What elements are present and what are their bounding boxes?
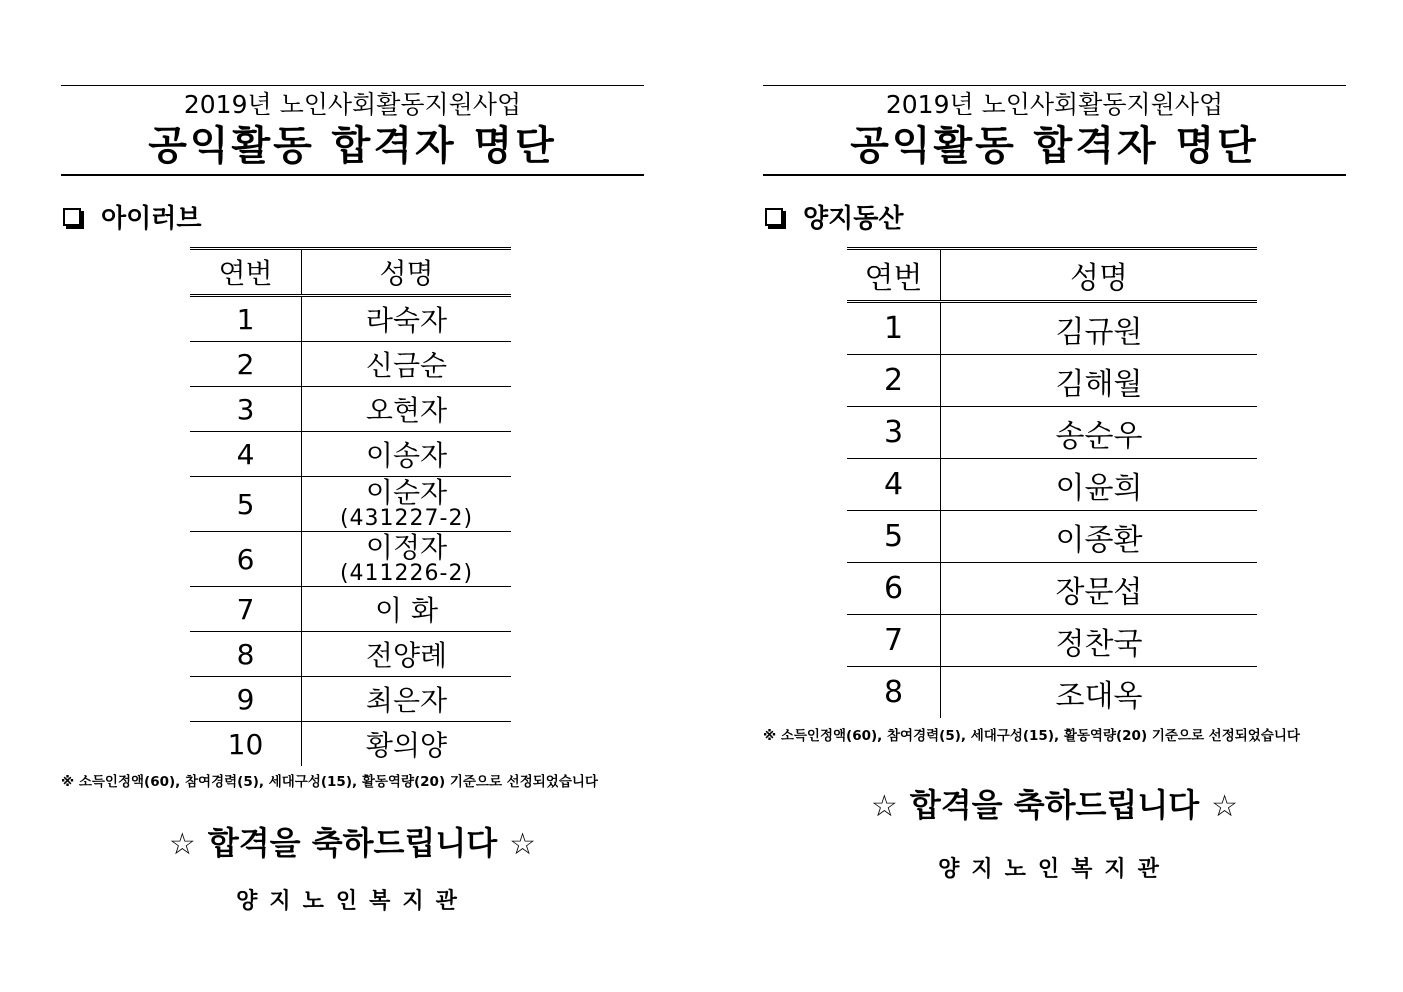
row-number: 5 (847, 511, 941, 563)
row-name: 오현자 (302, 387, 512, 432)
congratulations-text: 합격을 축하드립니다 (909, 786, 1200, 824)
row-number: 7 (847, 615, 941, 667)
checkbox-square-icon (765, 208, 783, 226)
checkbox-square-icon (63, 208, 81, 226)
star-icon: ☆ (870, 789, 898, 824)
table-row (190, 632, 511, 677)
congratulations-message (763, 780, 1346, 826)
column-header-name: 성명 (302, 249, 512, 296)
row-name: 전양례 (302, 632, 512, 677)
table-header-row (190, 249, 511, 296)
table-row (847, 615, 1257, 667)
table-row (190, 432, 511, 477)
table-row (190, 587, 511, 632)
row-name: 이정자 (365, 531, 448, 564)
left-notice (61, 85, 644, 915)
section-heading (61, 198, 644, 235)
table-row (847, 407, 1257, 459)
row-number: 6 (190, 532, 302, 587)
table-row (847, 302, 1257, 355)
section-title: 양지동산 (803, 204, 904, 234)
table-row (190, 387, 511, 432)
table-row (847, 667, 1257, 719)
row-name: 이송자 (302, 432, 512, 477)
section-heading (763, 198, 1346, 235)
row-number: 1 (190, 296, 302, 342)
table-row (847, 563, 1257, 615)
row-number: 10 (190, 722, 302, 767)
row-number: 8 (847, 667, 941, 719)
table-row (847, 459, 1257, 511)
row-name-cell (302, 477, 512, 532)
right-notice (763, 85, 1346, 883)
row-name: 송순우 (941, 407, 1258, 459)
organization-name: 양지노인복지관 (938, 857, 1171, 882)
organization-name: 양지노인복지관 (236, 889, 469, 914)
table-row (190, 677, 511, 722)
row-name: 라숙자 (302, 296, 512, 342)
table-row (190, 477, 511, 532)
row-name: 조대옥 (1055, 678, 1143, 714)
congratulations-message (61, 818, 644, 864)
table-row (190, 296, 511, 342)
row-name: 황의양 (365, 729, 448, 762)
selection-criteria-note: ※ 소득인정액(60), 참여경력(5), 세대구성(15), 활동역량(20) 기준으로 선정되었습니다 (61, 774, 598, 790)
row-number: 3 (847, 407, 941, 459)
row-birth-code: (431227-2) (339, 506, 474, 531)
main-title: 공익활동 합격자 명단 (850, 123, 1259, 169)
row-number: 9 (190, 677, 302, 722)
congratulations-text: 합격을 축하드립니다 (207, 824, 498, 862)
title-block (763, 85, 1346, 176)
row-birth-code: (411226-2) (339, 561, 474, 586)
roster-table (847, 247, 1257, 718)
row-number: 4 (190, 432, 302, 477)
star-icon: ☆ (1211, 789, 1239, 824)
row-name: 최은자 (302, 677, 512, 722)
selection-criteria-note: ※ 소득인정액(60), 참여경력(5), 세대구성(15), 활동역량(20) 기준으로 선정되었습니다 (763, 728, 1300, 744)
roster-table (190, 247, 511, 766)
row-name: 정찬국 (941, 615, 1258, 667)
table-row (847, 355, 1257, 407)
row-number: 1 (847, 302, 941, 355)
row-number: 6 (847, 563, 941, 615)
year-title: 2019년 노인사회활동지원사업 (885, 90, 1224, 119)
row-name: 신금순 (302, 342, 512, 387)
row-number: 8 (190, 632, 302, 677)
row-name: 이순자 (365, 476, 448, 509)
row-number: 4 (847, 459, 941, 511)
row-name: 이윤희 (941, 459, 1258, 511)
row-number: 7 (190, 587, 302, 632)
column-header-name: 성명 (941, 249, 1258, 302)
row-name: 이종환 (941, 511, 1258, 563)
row-number: 2 (190, 342, 302, 387)
row-number: 3 (190, 387, 302, 432)
row-number: 2 (847, 355, 941, 407)
row-number: 5 (190, 477, 302, 532)
table-row (190, 722, 511, 767)
row-name-cell (302, 532, 512, 587)
table-row (190, 532, 511, 587)
star-icon: ☆ (509, 827, 537, 862)
table-row (847, 511, 1257, 563)
table-header-row (847, 249, 1257, 302)
row-name: 김해월 (941, 355, 1258, 407)
table-row (190, 342, 511, 387)
main-title: 공익활동 합격자 명단 (148, 123, 557, 169)
column-header-number: 연번 (190, 249, 302, 296)
row-name: 김규원 (941, 302, 1258, 355)
section-title: 아이러브 (101, 204, 202, 234)
year-title: 2019년 노인사회활동지원사업 (183, 90, 522, 119)
title-block (61, 85, 644, 176)
row-name: 이 화 (302, 587, 512, 632)
row-name: 장문섭 (941, 563, 1258, 615)
column-header-number: 연번 (847, 249, 941, 302)
star-icon: ☆ (168, 827, 196, 862)
